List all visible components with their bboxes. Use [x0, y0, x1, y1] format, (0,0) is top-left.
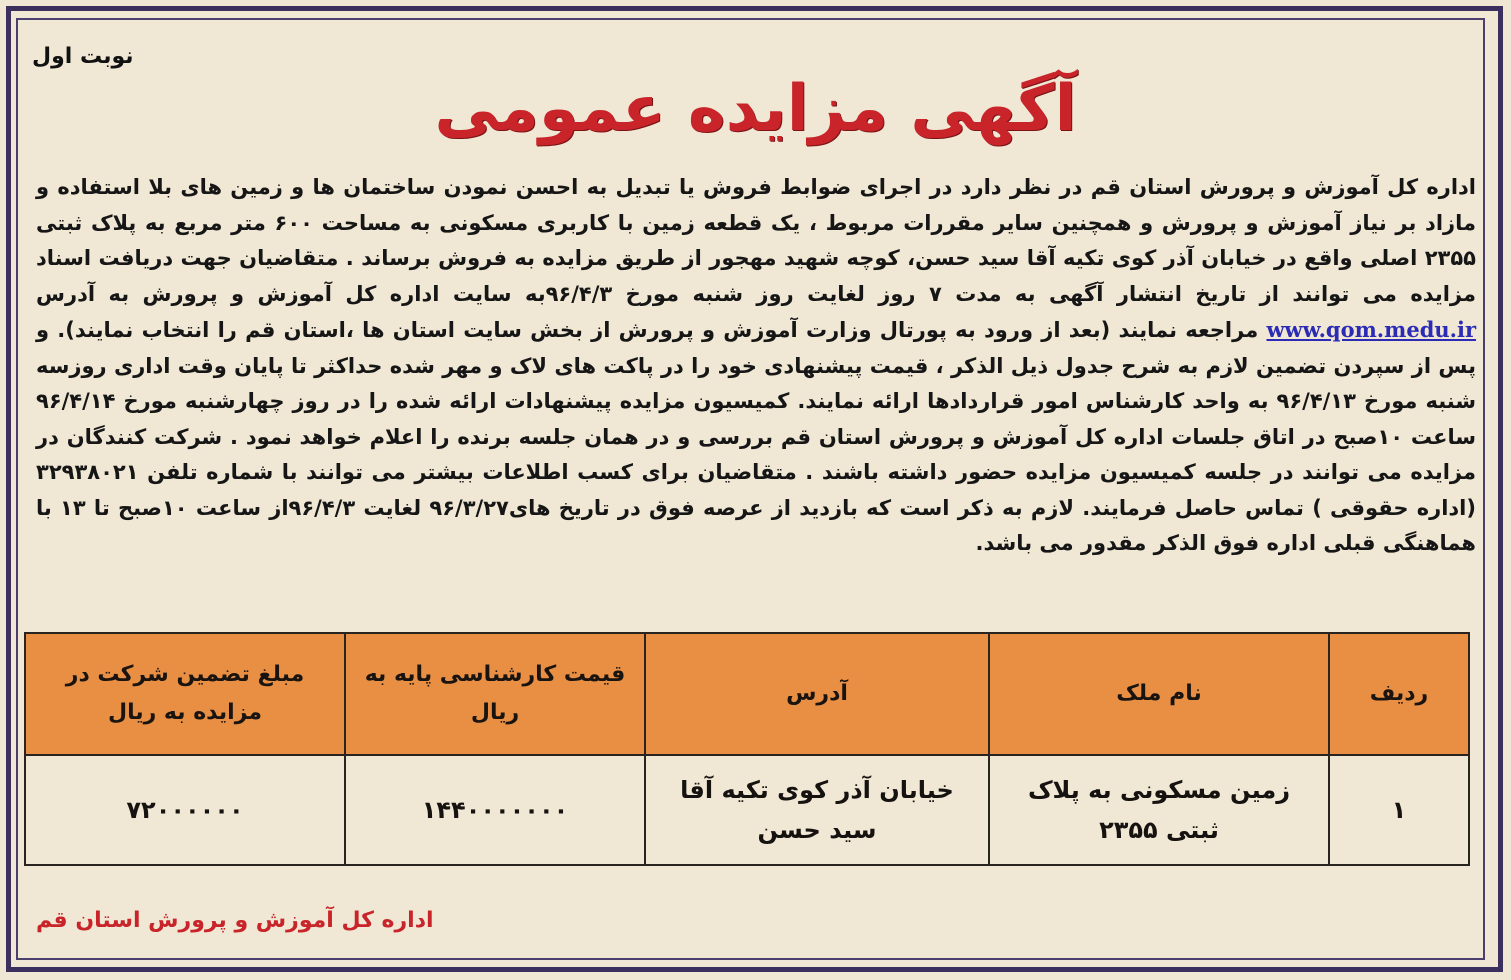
body-text-part-2: مراجعه نمایند (بعد از ورود به پورتال وزارت آموزش و پرورش از بخش سایت استان ها ،استان قم را انتخاب نمایند). و پس از سپردن تضمین لازم به شرح جدول ذیل الذکر ، قیمت پیشنهادی خود را در پاکت های لاک و مهر شده حداکثر تا پایان وقت اداری روزسه شنبه مورخ ۹۶/۴/۱۳ به واحد کارشناس امور قراردادها ارائه نمایند. کمیسیون مزایده پیشنهادات ارائه شده را در روز چهارشنبه مورخ ۹۶/۴/۱۴ ساعت ۱۰صبح در اتاق جلسات اداره کل آموزش و پرورش استان قم بررسی و در همان جلسه برنده را اعلام خواهد نمود . شرکت کنندگان در مزایده می توانند در جلسه کمیسیون مزایده حضور داشته باشند . متقاضیان برای کسب اطلاعات بیشتر می توانند با شماره تلفن ۳۲۹۳۸۰۲۱ (اداره حقوقی ) تماس حاصل فرمایند. لازم به ذکر است که بازدید از عرصه فوق در تاریخ های۹۶/۳/۲۷ لغایت ۹۶/۴/۳از ساعت ۱۰صبح تا ۱۳ با هماهنگی قبلی اداره فوق الذکر مقدور می باشد.	[36, 318, 1476, 555]
header-guarantee: مبلغ تضمین شرکت در مزایده به ریال	[25, 633, 345, 755]
body-text-part-1: اداره کل آموزش و پرورش استان قم در نظر دارد در اجرای ضوابط فروش یا تبدیل به احسن نمودن ساختمان ها و زمین های بلا استفاده و مازاد بر نیاز آموزش و پرورش و همچنین سایر مقررات مربوط ، یک قطعه زمین با کاربری مسکونی به مساحت ۶۰۰ متر مربع به پلاک ثبتی ۲۳۵۵ اصلی واقع در خیابان آذر کوی تکیه آقا سید حسن، کوچه شهید مهجور از طریق مزایده به فروش برساند . متقاضیان جهت دریافت اسناد مزایده می توانند از تاریخ انتشار آگهی به مدت ۷ روز لغایت روز شنبه مورخ ۹۶/۴/۳به سایت اداره کل آموزش و پرورش به آدرس	[36, 175, 1476, 306]
header-address: آدرس	[645, 633, 989, 755]
auction-table	[24, 632, 1470, 866]
page-title: آگهی مزایده عمومی	[434, 72, 1077, 146]
footer-signature: اداره کل آموزش و پرورش استان قم	[36, 908, 434, 933]
auction-table-wrapper	[24, 632, 1470, 866]
header-property-name: نام ملک	[989, 633, 1329, 755]
cell-address: خیابان آذر کوی تکیه آقا سید حسن	[645, 755, 989, 865]
edition-label: نوبت اول	[32, 44, 134, 69]
cell-guarantee: ۷۲۰۰۰۰۰۰	[25, 755, 345, 865]
header-base-price: قیمت کارشناسی پایه به ریال	[345, 633, 645, 755]
cell-property-name: زمین مسکونی به پلاک ثبتی ۲۳۵۵	[989, 755, 1329, 865]
table-row	[25, 755, 1469, 865]
cell-base-price: ۱۴۴۰۰۰۰۰۰۰	[345, 755, 645, 865]
website-link[interactable]: www.qom.medu.ir	[1266, 317, 1477, 342]
announcement-body	[36, 170, 1476, 562]
cell-index: ۱	[1329, 755, 1469, 865]
announcement-paragraph	[36, 170, 1476, 562]
table-header-row	[25, 633, 1469, 755]
header-index: ردیف	[1329, 633, 1469, 755]
